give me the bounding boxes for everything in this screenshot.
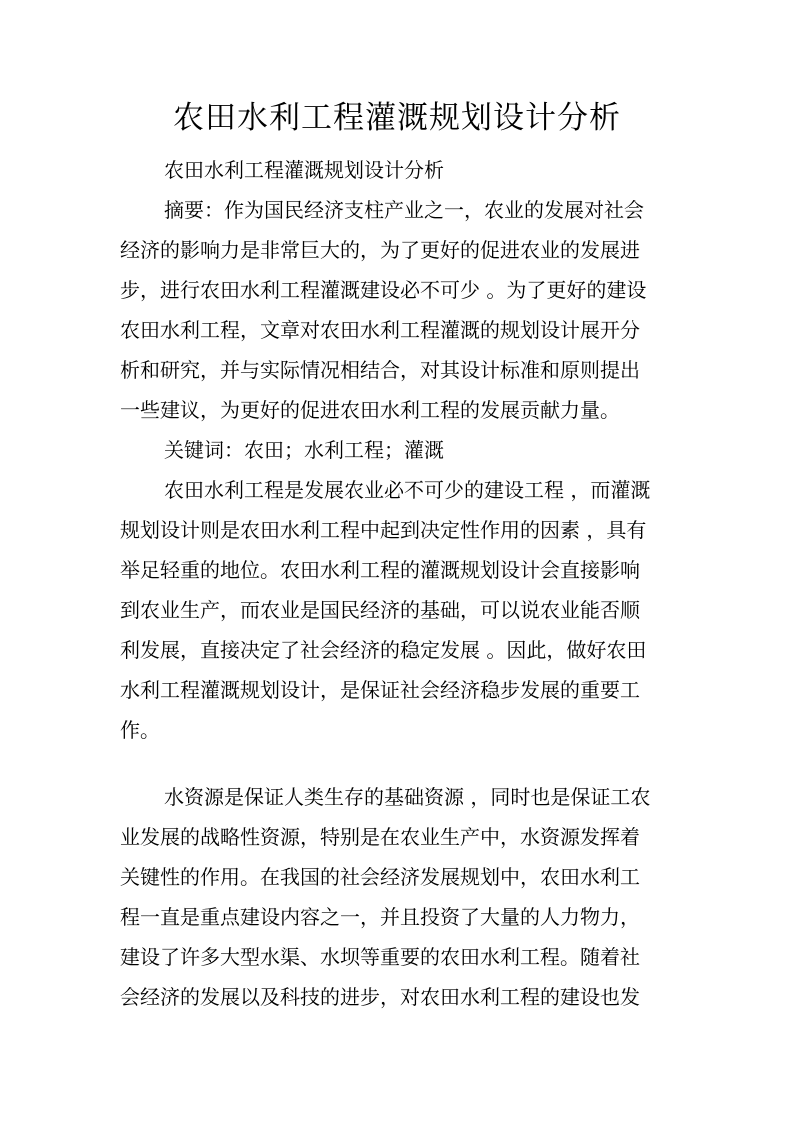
paragraph-line: 利发展，直接决定了社会经济的稳定发展 。因此，做好农田 [120, 638, 647, 662]
abstract-line: 一些建议，为更好的促进农田水利工程的发展贡献力量。 [120, 398, 620, 422]
paragraph-line: 关键性的作用。在我国的社会经济发展规划中，农田水利工 [120, 865, 640, 889]
paragraph-line: 作。 [120, 718, 160, 742]
abstract-line: 经济的影响力是非常巨大的，为了更好的促进农业的发展进 [120, 238, 640, 262]
abstract-line: 农田水利工程，文章对农田水利工程灌溉的规划设计展开分 [120, 318, 640, 342]
document-body-bottom [120, 777, 680, 1017]
paragraph-line: 业发展的战略性资源，特别是在农业生产中，水资源发挥着 [120, 825, 640, 849]
abstract-line: 析和研究，并与实际情况相结合，对其设计标准和原则提出 [120, 358, 640, 382]
paragraph-line: 农田水利工程是发展农业必不可少的建设工程 ，而灌溉 [164, 478, 651, 502]
paragraph-line: 水利工程灌溉规划设计，是保证社会经济稳步发展的重要工 [120, 678, 640, 702]
subtitle: 农田水利工程灌溉规划设计分析 [164, 158, 444, 182]
abstract-line: 摘要：作为国民经济支柱产业之一，农业的发展对社会 [164, 198, 644, 222]
paragraph-line: 会经济的发展以及科技的进步，对农田水利工程的建设也发 [120, 985, 640, 1009]
document-body-top [120, 150, 680, 750]
keywords-line: 关键词：农田；水利工程；灌溉 [164, 438, 444, 462]
paragraph-line: 水资源是保证人类生存的基础资源 ，同时也是保证工农 [164, 785, 651, 809]
paragraph-line: 规划设计则是农田水利工程中起到决定性作用的因素 ，具有 [120, 518, 647, 542]
abstract-line: 步，进行农田水利工程灌溉建设必不可少 。为了更好的建设 [120, 278, 647, 302]
paragraph-line: 到农业生产，而农业是国民经济的基础，可以说农业能否顺 [120, 598, 640, 622]
paragraph-line: 举足轻重的地位。农田水利工程的灌溉规划设计会直接影响 [120, 558, 640, 582]
paragraph-line: 程一直是重点建设内容之一，并且投资了大量的人力物力， [120, 905, 640, 929]
paragraph-line: 建设了许多大型水渠、水坝等重要的农田水利工程。随着社 [120, 945, 640, 969]
document-title: 农田水利工程灌溉规划设计分析 [173, 100, 621, 136]
